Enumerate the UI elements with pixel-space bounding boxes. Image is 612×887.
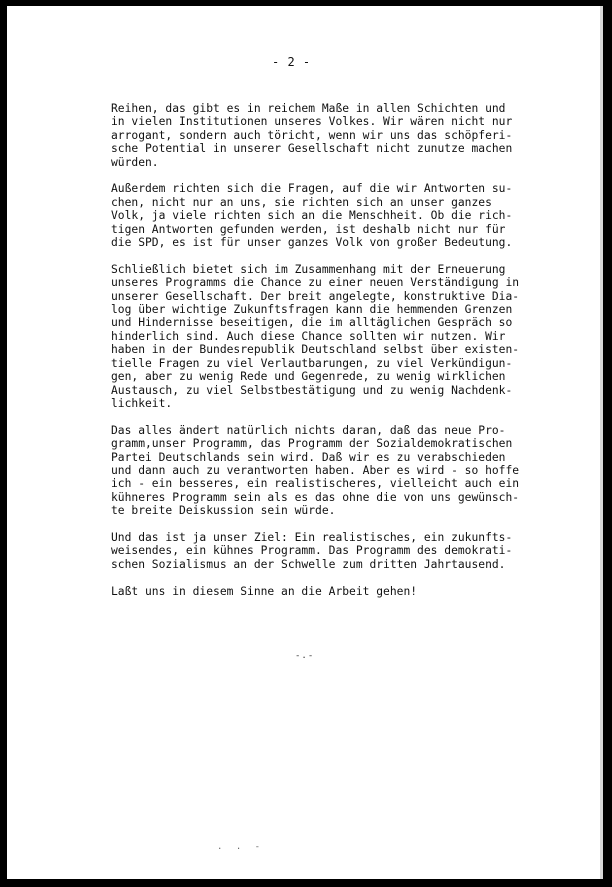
paragraph-1: Reihen, das gibt es in reichem Maße in allen Schichten und in vielen Institutionen unseres Volkes. Wir wären nicht nur arrogant, sondern auch töricht, wenn wir uns das schöpferi- sche Potential in unserer Gesellschaft nicht zunutze machen würden. [111, 102, 513, 169]
document-page [7, 6, 603, 879]
page-number: - 2 - [272, 55, 311, 69]
scan-specks: . . - [217, 842, 265, 852]
document-body [111, 102, 551, 611]
paragraph-3: Schließlich bietet sich im Zusammenhang mit der Erneuerung unseres Programms die Chance zu einer neuen Verständigung in unserer Gesellschaft. Der breit angelegte, konstruktive Dia- log über wichtige Zukunftsfragen kann die hemmenden Grenzen und Hindernisse beseitigen, die im alltäglichen Gespräch so hinderlich sind. Auch diese Chance sollten wir nutzen. Wir haben in der Bundesrepublik Deutschland selbst über existen- tielle Fragen zu viel Verlautbarungen, zu viel Verkündigun- gen, aber zu wenig Rede und Gegenrede, zu wenig wirklichen Austausch, zu viel Selbstbestätigung und zu wenig Nachdenk- lichkeit. [111, 262, 520, 410]
paragraph-5: Und das ist ja unser Ziel: Ein realistisches, ein zukunfts- weisendes, ein kühnes Programm. Das Programm des demokrati- schen Sozialismus an der Schwelle zum dritten Jahrtausend. [111, 530, 513, 571]
paragraph-4: Das alles ändert natürlich nichts daran, daß das neue Pro- gramm,unser Programm, das Programm der Sozialdemokratischen Partei Deutschlands sein wird. Daß wir es zu verabschieden und dann auch zu verantworten haben. Aber es wird - so hoffe ich - ein besseres, ein realistischeres, vielleicht auch ein kühneres Programm sein als es das ohne die von uns gewünsch- te breite Deiskussion sein würde. [111, 423, 520, 518]
paragraph-2: Außerdem richten sich die Fragen, auf die wir Antworten su- chen, nicht nur an uns, sie richten sich an unser ganzes Volk, ja viele richten sich an die Menschheit. Ob die rich- tigen Antworten gefunden werden, ist deshalb nicht nur für die SPD, es ist für unser ganzes Volk von großer Bedeutung. [111, 182, 513, 250]
page-edge [600, 6, 603, 879]
paragraph-6: Laßt uns in diesem Sinne an die Arbeit gehen! [111, 584, 418, 598]
end-mark: -.- [295, 651, 315, 661]
